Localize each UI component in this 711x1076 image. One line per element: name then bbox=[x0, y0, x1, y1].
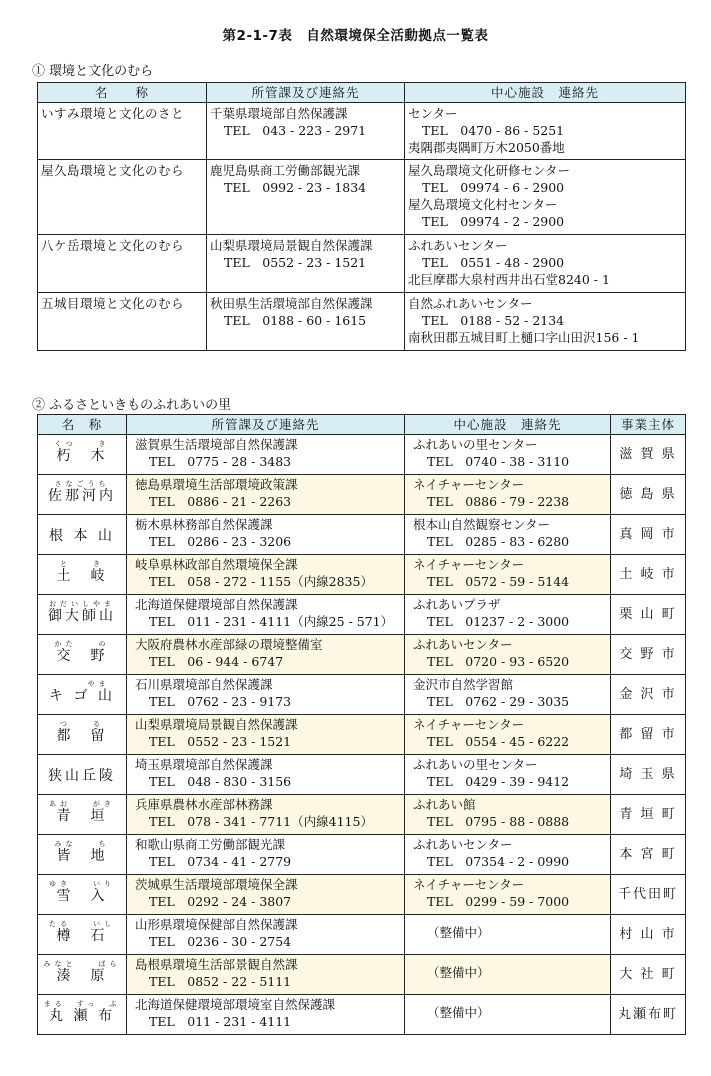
village-name: いすみ環境と文化のさと bbox=[38, 103, 207, 160]
facility-address: 北巨摩郡大泉村西井出石堂8240 - 1 bbox=[408, 272, 610, 287]
operator-cell: 千代田町 bbox=[611, 875, 686, 915]
header-facility: 中心施設 連絡先 bbox=[405, 83, 686, 103]
facility-tel: TEL 0886 - 79 - 2238 bbox=[427, 494, 570, 509]
site-name-cell bbox=[38, 915, 127, 955]
facility-cell bbox=[405, 875, 611, 915]
facility-name: ネイチャーセンター bbox=[413, 877, 525, 892]
dept-name: 山梨県環境局景観自然保護課 bbox=[135, 717, 298, 732]
site-name-cell bbox=[38, 835, 127, 875]
facility-tel: TEL 0285 - 83 - 6280 bbox=[427, 534, 570, 549]
dept-tel: TEL 058 - 272 - 1155（内線2835） bbox=[149, 574, 373, 589]
site-name: 狭山丘陵 bbox=[48, 768, 116, 784]
facility-address: 夷隅郡夷隅町万木2050番地 bbox=[408, 140, 565, 155]
facility-cell bbox=[405, 293, 686, 351]
dept-name: 鹿児島県商工労働部観光課 bbox=[210, 163, 361, 178]
dept-cell bbox=[127, 635, 405, 675]
site-name: 青 垣 bbox=[56, 808, 108, 824]
dept-tel: TEL 0734 - 41 - 2779 bbox=[149, 854, 292, 869]
facility-tel: TEL 0470 - 86 - 5251 bbox=[422, 123, 565, 138]
site-name-reading: みな ち bbox=[54, 840, 110, 848]
dept-cell bbox=[127, 595, 405, 635]
site-name: 樽 石 bbox=[56, 928, 108, 944]
site-name-reading: おだいしやま bbox=[49, 600, 115, 608]
dept-tel: TEL 0886 - 21 - 2263 bbox=[149, 494, 292, 509]
facility-tel: TEL 0572 - 59 - 5144 bbox=[427, 574, 570, 589]
site-name: キ ゴ 山 bbox=[49, 688, 115, 704]
site-name-reading bbox=[38, 520, 126, 528]
facility-name: ふれあいの里センター bbox=[413, 437, 538, 452]
dept-cell bbox=[127, 555, 405, 595]
dept-cell bbox=[207, 293, 405, 351]
facility-cell bbox=[405, 635, 611, 675]
operator-cell: 交 野 市 bbox=[611, 635, 686, 675]
dept-cell bbox=[127, 835, 405, 875]
operator-cell: 村 山 市 bbox=[611, 915, 686, 955]
site-name-cell bbox=[38, 955, 127, 995]
site-name-cell bbox=[38, 515, 127, 555]
dept-tel: TEL 0286 - 23 - 3206 bbox=[149, 534, 292, 549]
dept-cell bbox=[127, 435, 405, 475]
facility-cell bbox=[405, 795, 611, 835]
dept-cell bbox=[127, 875, 405, 915]
dept-tel: TEL 06 - 944 - 6747 bbox=[149, 654, 284, 669]
facility-tel: TEL 0740 - 38 - 3110 bbox=[427, 454, 570, 469]
site-name-reading: たる いし bbox=[49, 920, 115, 928]
facility-name: 金沢市自然学習館 bbox=[413, 677, 514, 692]
table-row bbox=[38, 515, 686, 555]
table-header-row bbox=[38, 83, 686, 103]
table-row bbox=[38, 555, 686, 595]
table-row bbox=[38, 915, 686, 955]
site-name-reading: ゆき いり bbox=[49, 880, 115, 888]
facility-cell bbox=[405, 475, 611, 515]
site-name-cell bbox=[38, 715, 127, 755]
village-name: 屋久島環境と文化のむら bbox=[38, 160, 207, 235]
facility-cell bbox=[405, 515, 611, 555]
header-name: 名 称 bbox=[38, 415, 127, 435]
table-row bbox=[38, 675, 686, 715]
dept-cell bbox=[127, 995, 405, 1035]
site-name-reading: くつ き bbox=[54, 440, 110, 448]
site-name-reading: と き bbox=[60, 560, 104, 568]
section2-label: ② ふるさといきものふれあいの里 bbox=[32, 398, 232, 413]
dept-name: 山梨県環境局景観自然保護課 bbox=[210, 238, 373, 253]
facility-cell bbox=[405, 160, 686, 235]
dept-cell bbox=[207, 160, 405, 235]
dept-cell bbox=[127, 515, 405, 555]
table-row bbox=[38, 995, 686, 1035]
dept-tel: TEL 0992 - 23 - 1834 bbox=[224, 180, 367, 195]
facility-name: （整備中） bbox=[427, 965, 490, 980]
operator-cell: 都 留 市 bbox=[611, 715, 686, 755]
dept-cell bbox=[127, 715, 405, 755]
table-row bbox=[38, 475, 686, 515]
operator-cell: 丸瀬布町 bbox=[611, 995, 686, 1035]
site-name: 朽 木 bbox=[56, 448, 108, 464]
site-name: 都 留 bbox=[56, 728, 108, 744]
villages-table bbox=[37, 82, 686, 351]
facility-cell bbox=[405, 555, 611, 595]
table-row bbox=[38, 160, 686, 235]
facility-name: ネイチャーセンター bbox=[413, 717, 525, 732]
facility-cell bbox=[405, 675, 611, 715]
facility-tel: TEL 0551 - 48 - 2900 bbox=[422, 255, 565, 270]
section1-label: ① 環境と文化のむら bbox=[32, 64, 154, 79]
dept-tel: TEL 048 - 830 - 3156 bbox=[149, 774, 292, 789]
site-name-cell bbox=[38, 435, 127, 475]
facility-cell bbox=[405, 755, 611, 795]
dept-cell bbox=[127, 755, 405, 795]
dept-name: 埼玉県環境部自然保護課 bbox=[135, 757, 273, 772]
facility-tel: TEL 09974 - 2 - 2900 bbox=[422, 214, 565, 229]
table-row bbox=[38, 595, 686, 635]
site-name: 根 本 山 bbox=[49, 528, 115, 544]
facility-cell bbox=[405, 715, 611, 755]
dept-name: 秋田県生活環境部自然保護課 bbox=[210, 296, 373, 311]
operator-cell: 真 岡 市 bbox=[611, 515, 686, 555]
site-name-reading: まる すっ ぷ bbox=[43, 1000, 121, 1008]
facility-address: 南秋田郡五城目町上樋口字山田沢156 - 1 bbox=[408, 330, 640, 345]
operator-cell: 滋 賀 県 bbox=[611, 435, 686, 475]
site-name: 皆 地 bbox=[56, 848, 108, 864]
dept-name: 兵庫県農林水産部林務課 bbox=[135, 797, 273, 812]
dept-name: 徳島県環境生活部環境政策課 bbox=[135, 477, 298, 492]
site-name: 湊 原 bbox=[56, 968, 108, 984]
dept-name: 山形県環境保健部自然保護課 bbox=[135, 917, 298, 932]
operator-cell: 青 垣 町 bbox=[611, 795, 686, 835]
operator-cell: 徳 島 県 bbox=[611, 475, 686, 515]
site-name: 佐那河内 bbox=[48, 488, 116, 504]
dept-cell bbox=[127, 675, 405, 715]
header-name: 名 称 bbox=[38, 83, 207, 103]
dept-cell bbox=[127, 475, 405, 515]
facility-tel: TEL 0188 - 52 - 2134 bbox=[422, 313, 565, 328]
site-name-cell bbox=[38, 795, 127, 835]
table-header-row bbox=[38, 415, 686, 435]
site-name-reading: みなと ばら bbox=[43, 960, 121, 968]
dept-tel: TEL 0775 - 28 - 3483 bbox=[149, 454, 292, 469]
table-row bbox=[38, 795, 686, 835]
dept-name: 大阪府農林水産部緑の環境整備室 bbox=[135, 637, 323, 652]
site-name-cell bbox=[38, 995, 127, 1035]
facility-tel: TEL 09974 - 6 - 2900 bbox=[422, 180, 565, 195]
site-name-reading: かた の bbox=[54, 640, 110, 648]
dept-tel: TEL 0852 - 22 - 5111 bbox=[149, 974, 292, 989]
site-name-reading bbox=[38, 760, 126, 768]
table-row bbox=[38, 715, 686, 755]
facility-cell bbox=[405, 835, 611, 875]
dept-name: 島根県環境生活部景観自然課 bbox=[135, 957, 298, 972]
site-name-cell bbox=[38, 635, 127, 675]
dept-cell bbox=[127, 915, 405, 955]
dept-cell bbox=[127, 955, 405, 995]
facility-tel: TEL 0720 - 93 - 6520 bbox=[427, 654, 570, 669]
site-name-cell bbox=[38, 475, 127, 515]
facility-name: ふれあい館 bbox=[413, 797, 476, 812]
site-name-reading: つ る bbox=[60, 720, 104, 728]
dept-cell bbox=[207, 103, 405, 160]
site-name: 雪 入 bbox=[56, 888, 108, 904]
site-name: 御大師山 bbox=[48, 608, 116, 624]
facility-name: ふれあいの里センター bbox=[413, 757, 538, 772]
facility-cell bbox=[405, 595, 611, 635]
facility-cell bbox=[405, 435, 611, 475]
dept-name: 石川県環境部自然保護課 bbox=[135, 677, 273, 692]
facility-name: センター bbox=[408, 106, 458, 121]
dept-tel: TEL 0552 - 23 - 1521 bbox=[149, 734, 292, 749]
facility-tel: TEL 0795 - 88 - 0888 bbox=[427, 814, 570, 829]
operator-cell: 大 社 町 bbox=[611, 955, 686, 995]
site-name: 交 野 bbox=[56, 648, 108, 664]
site-name-cell bbox=[38, 595, 127, 635]
site-name-cell bbox=[38, 755, 127, 795]
facility-name: 屋久島環境文化村センター bbox=[408, 197, 558, 212]
table-row bbox=[38, 835, 686, 875]
facility-name: 根本山自然観察センター bbox=[413, 517, 551, 532]
operator-cell: 本 宮 町 bbox=[611, 835, 686, 875]
site-name-reading: さなごうち bbox=[54, 480, 110, 488]
dept-name: 滋賀県生活環境部自然保護課 bbox=[135, 437, 298, 452]
facility-name: ふれあいセンター bbox=[413, 637, 513, 652]
dept-tel: TEL 078 - 341 - 7711（内線4115） bbox=[149, 814, 373, 829]
facility-tel: TEL 07354 - 2 - 0990 bbox=[427, 854, 570, 869]
dept-name: 栃木県林務部自然保護課 bbox=[135, 517, 273, 532]
table-row bbox=[38, 435, 686, 475]
facility-tel: TEL 01237 - 2 - 3000 bbox=[427, 614, 570, 629]
site-name-reading: あお がき bbox=[49, 800, 115, 808]
operator-cell: 栗 山 町 bbox=[611, 595, 686, 635]
facility-name: ネイチャーセンター bbox=[413, 557, 525, 572]
facility-cell bbox=[405, 955, 611, 995]
header-dept: 所管課及び連絡先 bbox=[207, 83, 405, 103]
dept-cell bbox=[207, 235, 405, 293]
table-row bbox=[38, 103, 686, 160]
facility-name: ふれあいセンター bbox=[413, 837, 513, 852]
village-name: 八ケ岳環境と文化のむら bbox=[38, 235, 207, 293]
dept-name: 北海道保健環境部自然保護課 bbox=[135, 597, 298, 612]
table-row bbox=[38, 755, 686, 795]
facility-cell bbox=[405, 995, 611, 1035]
site-name-cell bbox=[38, 675, 127, 715]
site-name: 土 岐 bbox=[56, 568, 108, 584]
satoyama-table bbox=[37, 414, 686, 1035]
facility-tel: TEL 0554 - 45 - 6222 bbox=[427, 734, 570, 749]
dept-name: 茨城県生活環境部環境保全課 bbox=[135, 877, 298, 892]
dept-name: 北海道保健環境部環境室自然保護課 bbox=[135, 997, 336, 1012]
operator-cell: 土 岐 市 bbox=[611, 555, 686, 595]
facility-cell bbox=[405, 103, 686, 160]
dept-tel: TEL 011 - 231 - 4111（内線25 - 571） bbox=[149, 614, 394, 629]
site-name: 丸 瀬 布 bbox=[49, 1008, 115, 1024]
facility-tel: TEL 0429 - 39 - 9412 bbox=[427, 774, 570, 789]
dept-name: 岐阜県林政部自然環境保全課 bbox=[135, 557, 298, 572]
facility-tel: TEL 0762 - 29 - 3035 bbox=[427, 694, 570, 709]
dept-tel: TEL 043 - 223 - 2971 bbox=[224, 123, 367, 138]
operator-cell: 埼 玉 県 bbox=[611, 755, 686, 795]
dept-name: 千葉県環境部自然保護課 bbox=[210, 106, 348, 121]
header-dept: 所管課及び連絡先 bbox=[127, 415, 405, 435]
facility-name: 自然ふれあいセンター bbox=[408, 296, 533, 311]
dept-cell bbox=[127, 795, 405, 835]
table-row bbox=[38, 235, 686, 293]
dept-tel: TEL 0292 - 24 - 3807 bbox=[149, 894, 292, 909]
facility-tel: TEL 0299 - 59 - 7000 bbox=[427, 894, 570, 909]
dept-tel: TEL 0552 - 23 - 1521 bbox=[224, 255, 367, 270]
facility-cell bbox=[405, 915, 611, 955]
facility-name: 屋久島環境文化研修センター bbox=[408, 163, 571, 178]
page-title: 第2-1-7表 自然環境保全活動拠点一覧表 bbox=[222, 28, 489, 44]
facility-name: ふれあいセンター bbox=[408, 238, 508, 253]
dept-tel: TEL 0188 - 60 - 1615 bbox=[224, 313, 367, 328]
site-name-cell bbox=[38, 875, 127, 915]
facility-name: ネイチャーセンター bbox=[413, 477, 525, 492]
facility-name: ふれあいプラザ bbox=[413, 597, 501, 612]
facility-name: （整備中） bbox=[427, 1005, 490, 1020]
table-row bbox=[38, 875, 686, 915]
dept-tel: TEL 0762 - 23 - 9173 bbox=[149, 694, 292, 709]
dept-tel: TEL 0236 - 30 - 2754 bbox=[149, 934, 292, 949]
header-operator: 事業主体 bbox=[611, 415, 686, 435]
facility-name: （整備中） bbox=[427, 925, 490, 940]
table-row bbox=[38, 293, 686, 351]
header-facility: 中心施設 連絡先 bbox=[405, 415, 611, 435]
village-name: 五城目環境と文化のむら bbox=[38, 293, 207, 351]
site-name-cell bbox=[38, 555, 127, 595]
facility-cell bbox=[405, 235, 686, 293]
dept-tel: TEL 011 - 231 - 4111 bbox=[149, 1014, 292, 1029]
table-row bbox=[38, 635, 686, 675]
site-name-reading: やま bbox=[54, 680, 110, 688]
dept-name: 和歌山県商工労働部観光課 bbox=[135, 837, 286, 852]
table-row bbox=[38, 955, 686, 995]
operator-cell: 金 沢 市 bbox=[611, 675, 686, 715]
